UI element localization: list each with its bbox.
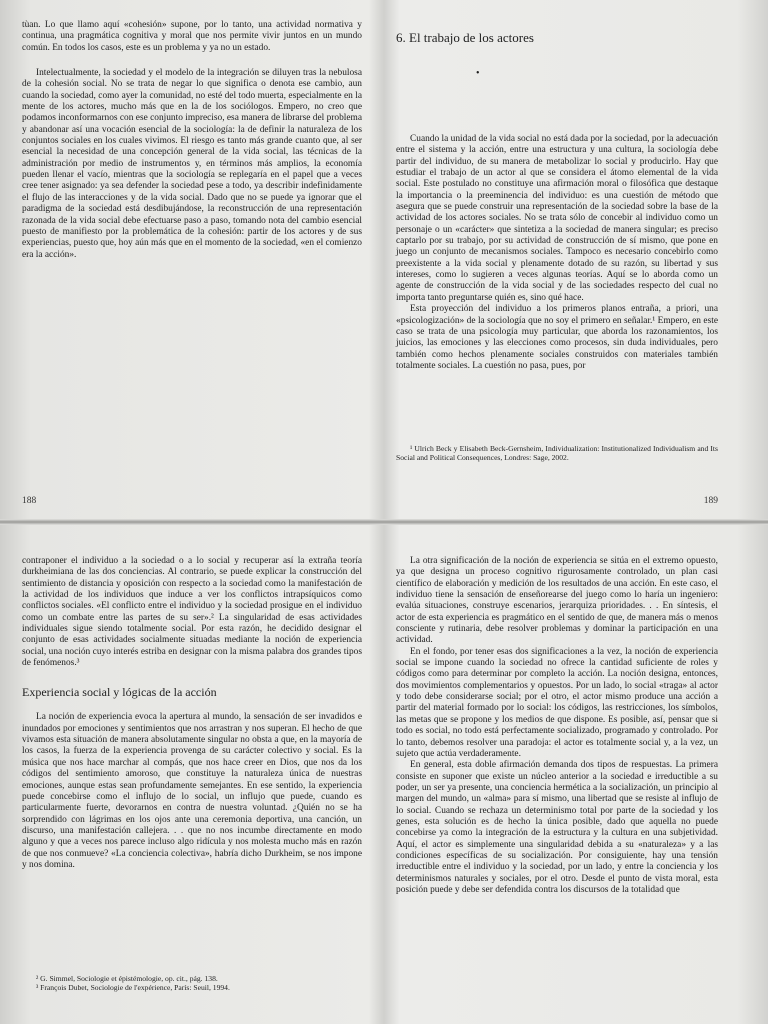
paragraph: La noción de experiencia evoca la apertura al mundo, la sensación de ser invadidos e inundados por emociones y sentimientos que nos arrastran y nos superan. El hecho de que vivamos esta situación de manera absolutamente singular no obsta a que, en la mayoría de los casos, la fuerza de la experiencia provenga de su carácter colectivo y social. Es la música que nos hace marchar al compás, que nos hace creer en Dios, que nos da los códigos del sentimiento amoroso, que constituye la naturaleza única de nuestras emociones, aunque estas sean profundamente semejantes. En ese sentido, la experiencia puede concebirse como el influjo de lo social, un influjo que puede, cuando es particularmente fuerte, devorarnos en contra de nuestra voluntad. ¿Quién no se ha sorprendido con lágrimas en los ojos ante una ceremonia deportiva, una canción, un discurso, una manifestación callejera. . . que no nos incumbe directamente en modo alguno y que a veces nos parece incluso algo ridícula y nos molesta mucho más en razón de que nos conmueve? «La conciencia colectiva», habría dicho Durkheim, se nos impone y nos domina. bbox=[22, 712, 362, 870]
page-190 bbox=[22, 556, 362, 1018]
page-188 bbox=[22, 20, 362, 514]
decorative-mark: • bbox=[476, 68, 480, 79]
paragraph: Cuando la unidad de la vida social no está dada por la sociedad, por la adecuación entre el sistema y la acción, entre una estructura y una cultura, la sociología debe partir del individuo, de su manera de metabolizar lo social y producirlo. Hay que estudiar el trabajo de un actor al que se considera el átomo elemental de la vida social. Este postulado no constituye una afirmación moral o filosófica que destaque la importancia o la preeminencia del individuo: es una cuestión de método que asegura que se puede construir una representación de la sociedad sobre la base de la actividad de los actores sociales. No se trata sólo de concebir al individuo como un personaje o un «carácter» que sintetiza a la sociedad de manera singular; es preciso captarlo por su trabajo, por su actividad de construcción de sí mismo, que pone en juego un conjunto de mecanismos sociales. Tampoco es necesario concebirlo como preexistente a la vida social y plenamente dotado de su razón, su libertad y sus intereses, como lo sugieren a veces algunas teorías. Aquí se lo aborda como un agente de construcción de la vida social y de las sociedades respecto del cual no importa tanto preguntarse quién es, sino qué hace. bbox=[396, 134, 718, 303]
paragraph: En general, esta doble afirmación demanda dos tipos de respuestas. La primera consiste en suponer que existe un núcleo anterior a la sociedad e irreductible a su poder, un ser ya presente, una conciencia hermética a la socialización, un principio al margen del mundo, un «alma» para sí mismo, una libertad que se resiste al influjo de lo social. Cuando se rechaza un determinismo total por parte de la sociedad y los genes, esta solución es de hecho la única posible, dado que aquella no puede concebirse ya como la integración de la estructura y la cultura en una subjetividad. Aquí, el actor es simplemente una singularidad debida a su «naturaleza» y a las condiciones específicas de su socialización. Por consiguiente, hay una tensión irreductible entre el individuo y la sociedad, por un lado, y entre la conciencia y los determinismos naturales y sociales, por el otro. Desde el punto de vista moral, esta posición puede y debe ser defendida contra los discursos de la totalidad que bbox=[396, 760, 718, 895]
paragraph: Intelectualmente, la sociedad y el modelo de la integración se diluyen tras la nebulosa de la cohesión social. No se trata de negar lo que significa o denota ese cambio, aun cuando la sociedad, como ayer la comunidad, no esté del todo muerta, especialmente en la mente de los actores, mucho más que en la de los sociólogos. Empero, no creo que podamos inconformarnos con ese conjunto impreciso, esa manera de librarse del problema y abandonar así una vocación esencial de la sociología: la de definir la naturaleza de los conjuntos sociales en los cuales vivimos. El riesgo es tanto más grande cuanto que, al ser esencial la necesidad de una concepción general de la vida social, las técnicas de la administración por medio de instrumentos y, en términos más amplios, la economía pueden llenar el vacío, mientras que la sociología se replegaría en el papel que a veces cree tener asignado: ya sea defender la sociedad pese a todo, ya describir indefinidamente el flujo de las interacciones y de la vida social. Dado que no se puede ya ignorar que el paradigma de la sociedad está desdibujándose, la reconstrucción de una representación razonada de la vida social debe efectuarse paso a paso, tomando nota del cambio esencial puesto de manifiesto por la problemática de la cohesión: partir de los actores y de sus experiencias, puesto que, hoy aún más que en el momento de la sociedad, «en el comienzo era la acción». bbox=[22, 68, 362, 260]
footnote: ³ François Dubet, Sociologie de l'expérience, París: Seuil, 1994. bbox=[36, 983, 230, 993]
paragraph-gap bbox=[22, 54, 362, 68]
chapter-spacer bbox=[396, 82, 718, 134]
footnotes bbox=[396, 444, 718, 462]
footnote: ¹ Ulrich Beck y Elisabeth Beck-Gernsheim, Individualization: Institutionalized Individualism and Its Social and Political Consequences, Londres: Sage, 2002. bbox=[396, 444, 718, 463]
footnote: ² G. Simmel, Sociologie et épistémologie, op. cit., pág. 138. bbox=[36, 974, 218, 983]
footnotes bbox=[22, 974, 362, 992]
chapter-title: 6. El trabajo de los actores bbox=[396, 30, 534, 45]
paragraph: La otra significación de la noción de experiencia se sitúa en el extremo opuesto, ya que designa un proceso cognitivo rigurosamente controlado, un plan casi científico de elaboración y medición de los resultados de una acción. En este caso, el individuo tiene la sensación de enseñorearse del juego como lo haría un ingeniero: evalúa situaciones, construye escenarios, jerarquiza prioridades. . . En síntesis, el actor de esta experiencia es pragmático en el sentido de que, de manera más o menos consciente y rutinaria, debe resolver problemas y dominar la participación en una actividad. bbox=[396, 556, 718, 646]
paragraph: En el fondo, por tener esas dos significaciones a la vez, la noción de experiencia social se impone cuando la sociedad no ofrece la cantidad suficiente de roles y códigos como para determinar por completo la acción. La noción designa, entonces, dos movimientos complementarios y opuestos. Por un lado, lo social «traga» al actor y todo debe considerarse social; por el otro, el actor mismo produce una acción a partir del material formado por lo social: los códigos, las restricciones, los símbolos, las metas que se propone y los medios de que dispone. Es posible, así, pensar que si todo es social, no todo está perfectamente socializado, programado y controlado. Por lo tanto, debemos resolver una paradoja: el actor es totalmente social y, a la vez, un sujeto que actúa verdaderamente. bbox=[396, 646, 718, 759]
page-number: 189 bbox=[703, 496, 718, 506]
paragraph: Esta proyección del individuo a los primeros planos entraña, a priori, una «psicologización» de la sociología que no soy el primero en señalar.¹ Empero, en este caso se trata de una psicología muy particular, que aborda los razonamientos, los juicios, las emociones y las elecciones como procesos, sin duda individuales, pero también como hechos plenamente sociales construidos con materiales también totalmente sociales. La cuestión no pasa, pues, por bbox=[396, 304, 718, 371]
page-number: 188 bbox=[22, 496, 37, 506]
page-189 bbox=[396, 20, 718, 514]
paragraph: tùan. Lo que llamo aquí «cohesión» supone, por lo tanto, una actividad normativa y continua, una pragmática cognitiva y moral que nos permite vivir juntos en un mundo común. En todos los casos, este es un problema y ya no un estado. bbox=[22, 20, 362, 53]
paragraph: contraponer el individuo a la sociedad o a lo social y recuperar así la extraña teoría durkheimiana de las dos conciencias. Al contrario, se puede explicar la construcción del sentimiento de distancia y oposición con respecto a la sociedad como la manifestación de la actividad de los individuos que induce a ver los conflictos intrapsíquicos como conflictos sociales. «El conflicto entre el individuo y la sociedad prosigue en el individuo como un combate entre las partes de su ser».² La singularidad de esas actividades individuales sigue siendo totalmente social. Por esta razón, he decidido designar el conjunto de esas actividades socialmente situadas mediante la noción de experiencia social, una noción cuyo interés estriba en designar con la misma palabra dos grandes tipos de fenómenos.³ bbox=[22, 556, 362, 669]
section-title: Experiencia social y lógicas de la acción bbox=[22, 685, 217, 700]
page-191 bbox=[396, 556, 718, 1018]
scan-divider bbox=[0, 519, 768, 525]
